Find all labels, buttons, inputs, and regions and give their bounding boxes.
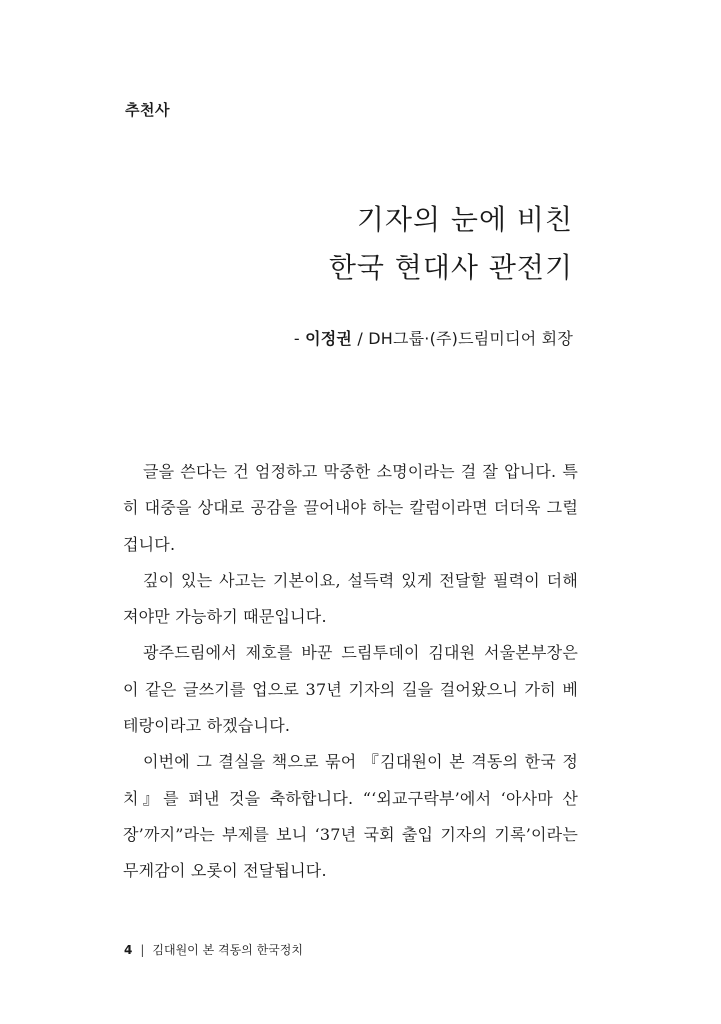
byline-author: 이정권 [305,329,353,348]
page-number: 4 [124,943,133,957]
running-book-title: 김대원이 본 격동의 한국정치 [152,943,303,957]
section-label: 추천사 [125,101,170,119]
page-title [329,196,573,292]
paragraph-2: 깊이 있는 사고는 기본이요, 설득력 있게 전달할 필력이 더해져야만 가능하기 때문입니다. [123,570,578,627]
paragraph-3: 광주드림에서 제호를 바꾼 드림투데이 김대원 서울본부장은 이 같은 글쓰기를 업으로 37년 기자의 길을 걸어왔으니 가히 베테랑이라고 하겠습니다. [123,643,578,736]
body-text [123,454,578,890]
byline-prefix: - [293,329,306,348]
page-footer [124,941,303,958]
paragraph-1: 글을 쓴다는 건 엄정하고 막중한 소명이라는 걸 잘 압니다. 특히 대중을 상대로 공감을 끌어내야 하는 칼럼이라면 더더욱 그럴 겁니다. [123,462,578,554]
footer-separator: | [140,943,145,957]
title-line-2: 한국 현대사 관전기 [328,251,573,284]
byline-affiliation: / DH그룹·(주)드림미디어 회장 [352,329,573,348]
paragraph-4: 이번에 그 결실을 책으로 묶어 『김대원이 본 격동의 한국 정치』를 펴낸 것을 축하합니다. “‘외교구락부’에서 ‘아사마 산장’까지”라는 부제를 보니 ‘37년 국회 출입 기자의 기록’이라는 무게감이 오롯이 전달됩니다. [123,752,578,881]
byline [294,326,573,349]
title-line-1: 기자의 눈에 비친 [356,203,573,236]
